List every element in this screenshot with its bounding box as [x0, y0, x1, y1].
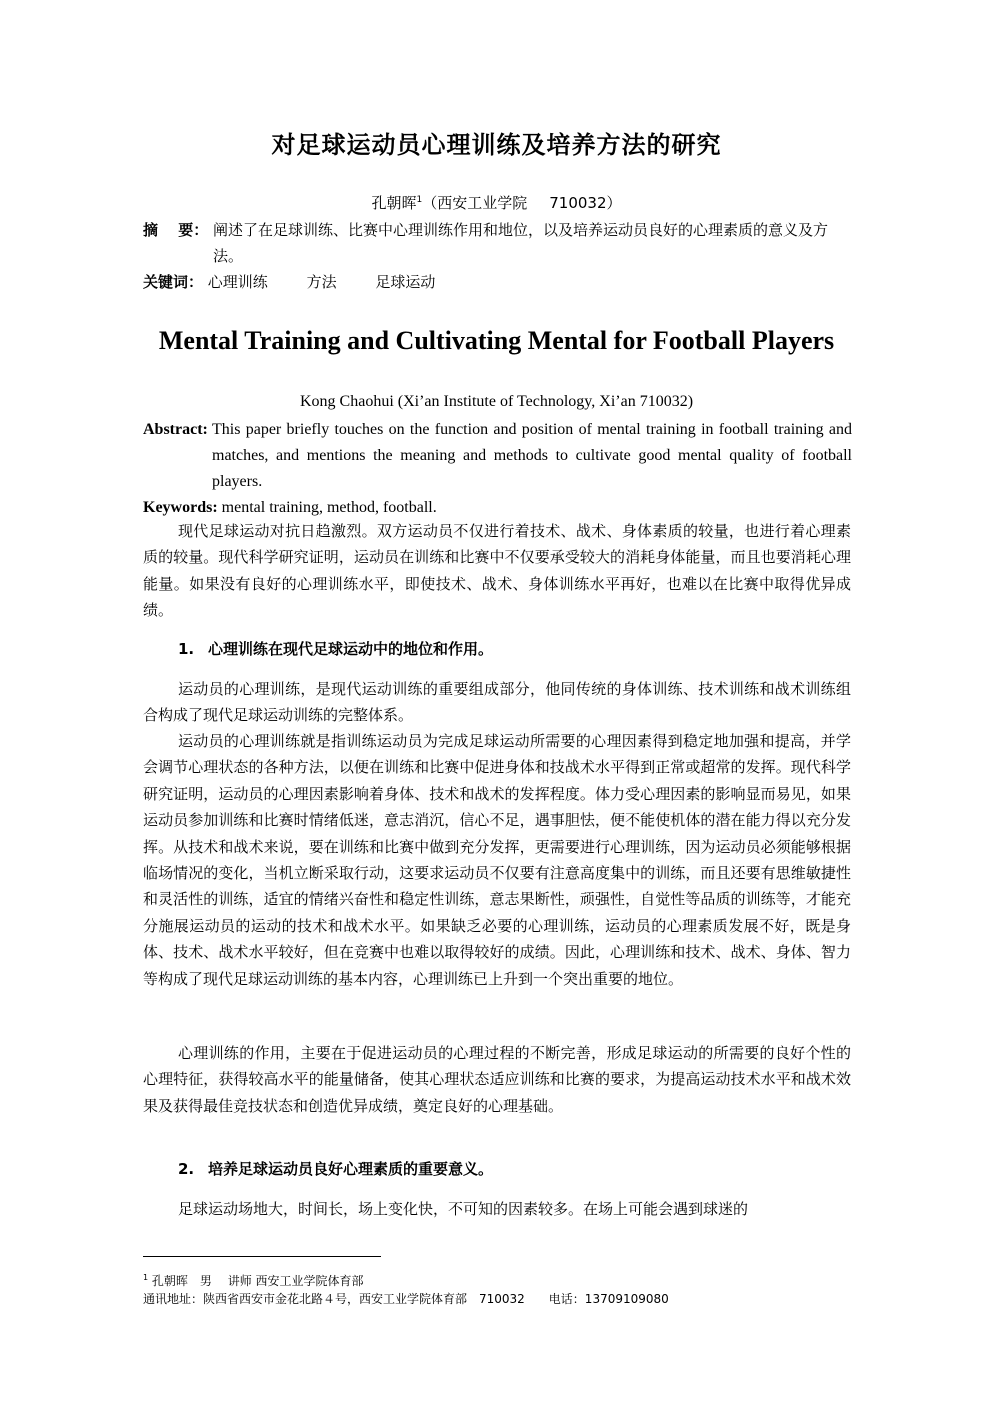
english-title: Mental Training and Cultivating Mental for Football Players	[158, 326, 835, 355]
section-1-paragraph: 心理训练的作用，主要在于促进运动员的心理过程的不断完善，形成足球运动的所需要的良好个性的心理特征，获得较高水平的能量储备，使其心理状态适应训练和比赛的要求，为提高运动技术水平和战术效果及获得最佳竞技状态和创造优异成绩，奠定良好的心理基础。	[143, 1044, 851, 1115]
english-keywords-text: mental training, method, football.	[221, 499, 437, 516]
section-1-paragraph: 运动员的心理训练，是现代运动训练的重要组成部分，他同传统的身体训练、技术训练和战术训练组合构成了现代足球运动训练的完整体系。	[143, 680, 851, 725]
chinese-abstract-text: 阐述了在足球训练、比赛中心理训练作用和地位，以及培养运动员良好的心理素质的意义及方法。	[213, 221, 829, 265]
chinese-keyword: 心理训练	[207, 273, 268, 291]
chinese-abstract	[143, 217, 853, 269]
chinese-author-line	[0, 192, 993, 213]
chinese-keywords-label: 关键词：	[143, 273, 204, 291]
section-1-number: 1.	[178, 640, 195, 658]
english-abstract-label: Abstract:	[143, 421, 208, 438]
english-abstract-text: This paper briefly touches on the function and position of mental training in football training and matches, and mentions the meaning and methods to cultivate good mental quality of football players.	[212, 421, 852, 490]
chinese-title: 对足球运动员心理训练及培养方法的研究	[271, 131, 722, 159]
section-1-title: 心理训练在现代足球运动中的地位和作用。	[208, 640, 494, 658]
english-author-line: Kong Chaohui (Xi’an Institute of Technology, Xi’an 710032)	[299, 393, 694, 410]
footnote-divider	[143, 1256, 381, 1257]
chinese-abstract-label: 摘 要：	[143, 221, 209, 239]
section-2-title: 培养足球运动员良好心理素质的重要意义。	[208, 1160, 494, 1178]
section-1-paragraph: 运动员的心理训练就是指训练运动员为完成足球运动所需要的心理因素得到稳定地加强和提高，并学会调节心理状态的各种方法，以便在训练和比赛中促进身体和技战术水平得到正常或超常的发挥。现代科学研究证明，运动员的心理因素影响着身体、技术和战术的发挥程度。体力受心理因素的影响显而易见，如果运动员参加训练和比赛时情绪低迷，意志消沉，信心不足，遇事胆怯，便不能使机体的潜在能力得以充分发挥。从技术和战术来说，要在训练和比赛中做到充分发挥，更需要进行心理训练，因为运动员必须能够根据临场情况的变化，当机立断采取行动，这要求运动员不仅要有注意高度集中的训练，而且还要有思维敏捷性和灵活性的训练，适宜的情绪兴奋性和稳定性训练，意志果断性，顽强性，自觉性等品质的训练等，才能充分施展运动员的运动的技术和战术水平。如果缺乏必要的心理训练，运动员的心理素质发展不好，既是身体、技术、战术水平较好，但在竞赛中也难以取得较好的成绩。因此，心理训练和技术、战术、身体、智力等构成了现代足球运动训练的基本内容，心理训练已上升到一个突出重要的地位。	[143, 732, 851, 988]
author-name: 孔朝晖	[371, 194, 417, 212]
footnote-author-info: 孔朝晖 男 讲师 西安工业学院体育部	[151, 1274, 364, 1288]
author-postcode: 710032）	[549, 194, 622, 212]
section-1-heading	[178, 638, 493, 659]
intro-paragraph: 现代足球运动对抗日趋激烈。双方运动员不仅进行着技术、战术、身体素质的较量，也进行着心理素质的较量。现代科学研究证明，运动员在训练和比赛中不仅要承受较大的消耗身体能量，而且也要消耗心理能量。如果没有良好的心理训练水平，即使技术、战术、身体训练水平再好，也难以在比赛中取得优异成绩。	[143, 522, 851, 620]
footnote-line-2: 通讯地址：陕西省西安市金花北路４号，西安工业学院体育部 710032 电话：13709109080	[143, 1292, 669, 1306]
section-2-heading	[178, 1158, 493, 1179]
footnote-marker: 1	[143, 1273, 149, 1282]
section-2-number: 2.	[178, 1160, 195, 1178]
english-keywords-label: Keywords:	[143, 499, 218, 516]
chinese-keyword: 足球运动	[375, 273, 436, 291]
chinese-keywords	[143, 269, 853, 295]
author-footnote-marker: 1	[416, 195, 423, 205]
author-affiliation: （西安工业学院	[422, 194, 528, 212]
section-2-paragraph: 足球运动场地大，时间长，场上变化快，不可知的因素较多。在场上可能会遇到球迷的	[178, 1200, 749, 1218]
english-abstract	[143, 417, 852, 495]
chinese-keyword: 方法	[306, 273, 337, 291]
footnote-line-1	[143, 1269, 364, 1290]
